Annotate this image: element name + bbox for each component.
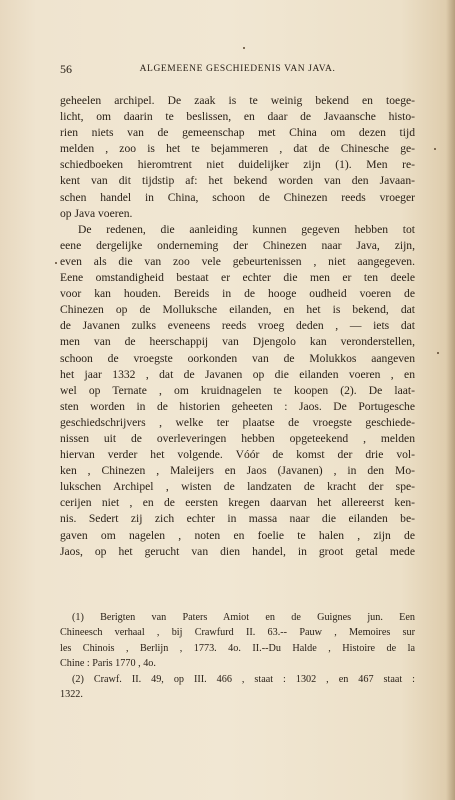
- text-line: wel op Ternate , om kruidnagelen te koopen (2). De laat-: [60, 383, 415, 397]
- text-line: De redenen, die aanleiding kunnen gegeven hebben tot: [78, 222, 415, 236]
- text-line: rien niets van de gemeenschap met China om dezen tijd: [60, 126, 415, 140]
- footnote-line: (1) Berigten van Paters Amiot en de Guignes jun. Een: [72, 612, 415, 623]
- text-line: Chinezen op de Molluksche eilanden, en het is bekend, dat: [60, 303, 415, 317]
- text-line: de Javanen zulks eveneens reeds vroeg deden , — iets dat: [60, 319, 415, 333]
- footnote-1: [60, 610, 415, 672]
- text-line: op Java voeren.: [60, 206, 133, 220]
- text-line: schen handel in China, schoon de Chinezen reeds vroeger: [60, 190, 415, 204]
- footnote-2: [60, 672, 415, 703]
- text-line: licht, om daarin te beslissen, en daar de Javaansche histo-: [60, 110, 415, 124]
- paper-speck: [243, 47, 245, 49]
- footnote-line: (2) Crawf. II. 49, op III. 466 , staat : 1302 , en 467 staat :: [72, 673, 415, 685]
- paper-speck: [55, 262, 57, 264]
- text-line: schoon de vroegste oorkonden van de Molukkos aangeven: [60, 351, 415, 365]
- footnote-line: Chineesch verhaal , bij Crawfurd II. 63.-- Pauw , Memoires sur: [60, 627, 415, 639]
- text-line: melden , zoo is het te bejammeren , dat de Chinesche ge-: [60, 142, 415, 156]
- text-line: schiedboeken hieromtrent niet duidelijker zijn (1). Men re-: [60, 158, 415, 172]
- paragraph-1: [60, 93, 415, 222]
- page-header: [60, 63, 415, 77]
- text-line: voor kan houden. Bereids in de hooge oudheid voeren de: [60, 287, 415, 301]
- text-line: gaven om nagelen , noten en foelie te halen , zijn de: [60, 528, 415, 542]
- text-line: nis. Sedert zij zich echter in massa naar die eilanden be-: [60, 512, 415, 526]
- paper-speck: [434, 148, 436, 150]
- text-line: Jaos, op het gerucht van dien handel, in groot getal mede: [60, 544, 415, 558]
- footnote-line: 1322.: [60, 689, 83, 701]
- footnotes: [60, 610, 415, 702]
- footnote-line: Chine : Paris 1770 , 4o.: [60, 658, 156, 670]
- text-line: geheelen archipel. De zaak is te weinig bekend en toege-: [60, 94, 415, 107]
- running-title: ALGEMEENE GESCHIEDENIS VAN JAVA.: [139, 64, 336, 74]
- text-line: eene dergelijke onderneming der Chinezen naar Java, zijn,: [60, 238, 415, 252]
- text-line: men van de heerschappij van Djengolo kan veronderstellen,: [60, 335, 415, 349]
- text-line: sten worden in de historien geheeten : Jaos. De Portugesche: [60, 399, 415, 413]
- text-line: nissen uit de overleveringen hebben opgeteekend , melden: [60, 431, 415, 445]
- text-line: geschiedschrijvers , welke ter plaatse de vroegste geschiede-: [60, 415, 415, 429]
- text-line: kent van dit tijdstip af: het bekend worden van den Javaan-: [60, 174, 415, 188]
- paragraph-2: [60, 222, 415, 560]
- body-text: [60, 93, 415, 560]
- text-line: hiervan verder het volgende. Vóór de komst der drie vol-: [60, 448, 415, 462]
- text-line: het jaar 1332 , dat de Javanen op die eilanden voeren , en: [60, 367, 415, 381]
- text-line: Eene omstandigheid bestaat er echter die men er ten deele: [60, 271, 415, 285]
- footnote-line: les Chinois , Berlijn , 1773. 4o. II.--Du Halde , Histoire de la: [60, 642, 415, 654]
- text-line: even als die van zoo vele gebeurtenissen , niet aangegeven.: [60, 254, 415, 268]
- paper-speck: [437, 352, 439, 354]
- text-line: lukschen Archipel , wisten de landzaten de kracht der spe-: [60, 480, 415, 494]
- page-edge-shadow: [446, 0, 455, 800]
- text-line: ken , Chinezen , Maleijers en Jaos (Javanen) , in den Mo-: [60, 464, 415, 478]
- text-line: cerijen niet , en de eersten kregen daarvan het allereerst ken-: [60, 496, 415, 510]
- page-number: 56: [60, 62, 72, 76]
